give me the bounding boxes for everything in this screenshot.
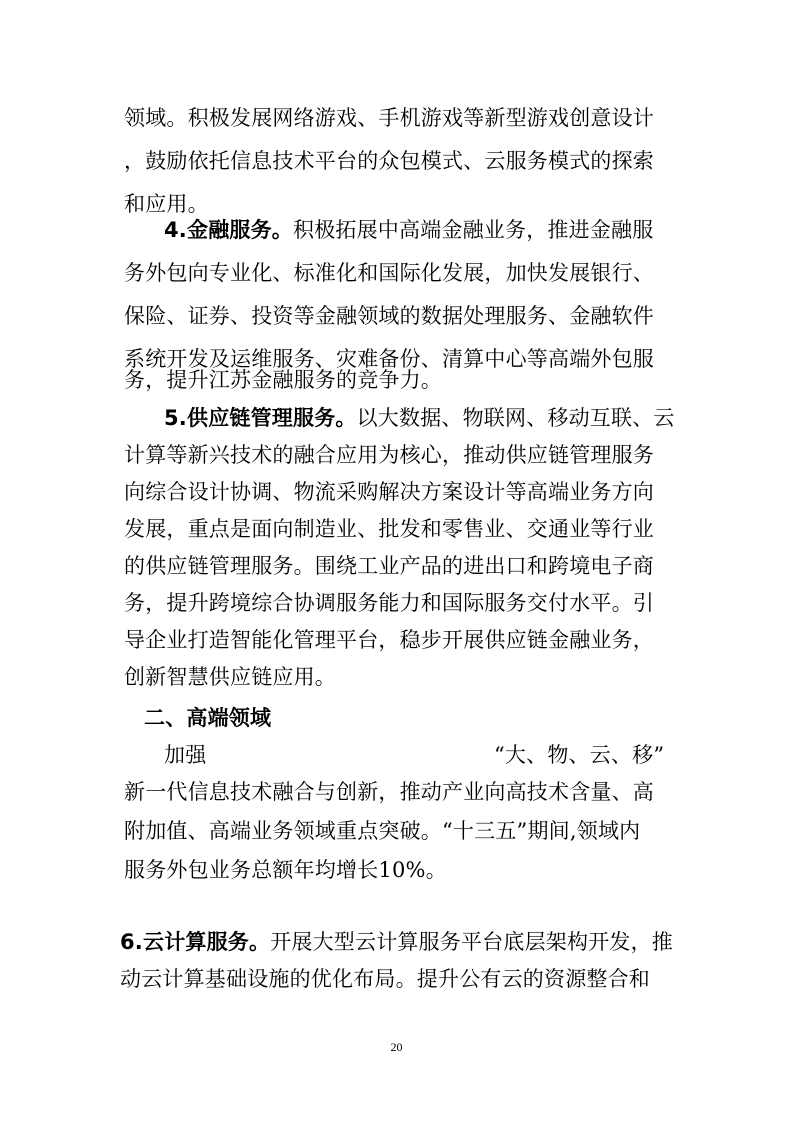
paragraph-first-line bbox=[164, 398, 675, 438]
text-line: “大、物、云、移” bbox=[494, 743, 665, 767]
text-line: 领域。积极发展网络游戏、手机游戏等新型游戏创意设计 bbox=[124, 106, 654, 130]
text-line: 导企业打造智能化管理平台，稳步开展供应链金融业务， bbox=[124, 628, 654, 652]
text-line: 向综合设计协调、物流采购解决方案设计等高端业务方向 bbox=[124, 480, 654, 504]
text-line: 创新智慧供应链应用。 bbox=[124, 665, 336, 689]
text-line: 和应用。 bbox=[124, 192, 209, 216]
text-line: 保险、证券、投资等金融领域的数据处理服务、金融软件 bbox=[124, 304, 654, 328]
text-line: 动云计算基础设施的优化布局。提升公有云的资源整合和 bbox=[120, 967, 650, 991]
text-segment: 积极拓展中高端金融业务，推进金融服 bbox=[293, 218, 654, 242]
text-line: 的供应链管理服务。围绕工业产品的进出口和跨境电子商 bbox=[124, 554, 654, 578]
text-line: 系统开发及运维服务、灾难备份、清算中心等高端外包服 bbox=[124, 347, 654, 371]
text-line: 新一代信息技术融合与创新，推动产业向高技术含量、高 bbox=[124, 780, 654, 804]
subsection-title-cloud: 6.云计算服务。 bbox=[120, 930, 271, 954]
text-line: 加强 bbox=[164, 743, 207, 767]
text-line: 服务外包业务总额年均增长10%。 bbox=[124, 858, 447, 882]
text-segment: 开展大型云计算服务平台底层架构开发，推 bbox=[270, 930, 674, 954]
paragraph-first-line bbox=[120, 922, 673, 962]
text-line: 计算等新兴技术的融合应用为核心，推动供应链管理服务 bbox=[124, 443, 654, 467]
text-line: 附加值、高端业务领域重点突破。“十三五”期间,领域内 bbox=[124, 819, 641, 843]
section-heading: 二、高端领域 bbox=[144, 706, 272, 730]
text-line: 务，提升跨境综合协调服务能力和国际服务交付水平。引 bbox=[124, 591, 654, 615]
text-line: ，鼓励依托信息技术平台的众包模式、云服务模式的探索 bbox=[124, 149, 654, 173]
text-segment: 以大数据、物联网、移动互联、云 bbox=[356, 406, 675, 430]
subsection-title-supply-chain: 5.供应链管理服务。 bbox=[164, 406, 357, 430]
text-line: 发展，重点是面向制造业、批发和零售业、交通业等行业 bbox=[124, 517, 654, 541]
page-number: 20 bbox=[390, 1040, 403, 1054]
text-line: 务，提升江苏金融服务的竞争力。 bbox=[124, 368, 442, 392]
text-line: 务外包向专业化、标准化和国际化发展，加快发展银行、 bbox=[124, 261, 654, 285]
subsection-title-finance: 4.金融服务。 bbox=[164, 218, 293, 242]
paragraph-first-line bbox=[164, 210, 653, 250]
